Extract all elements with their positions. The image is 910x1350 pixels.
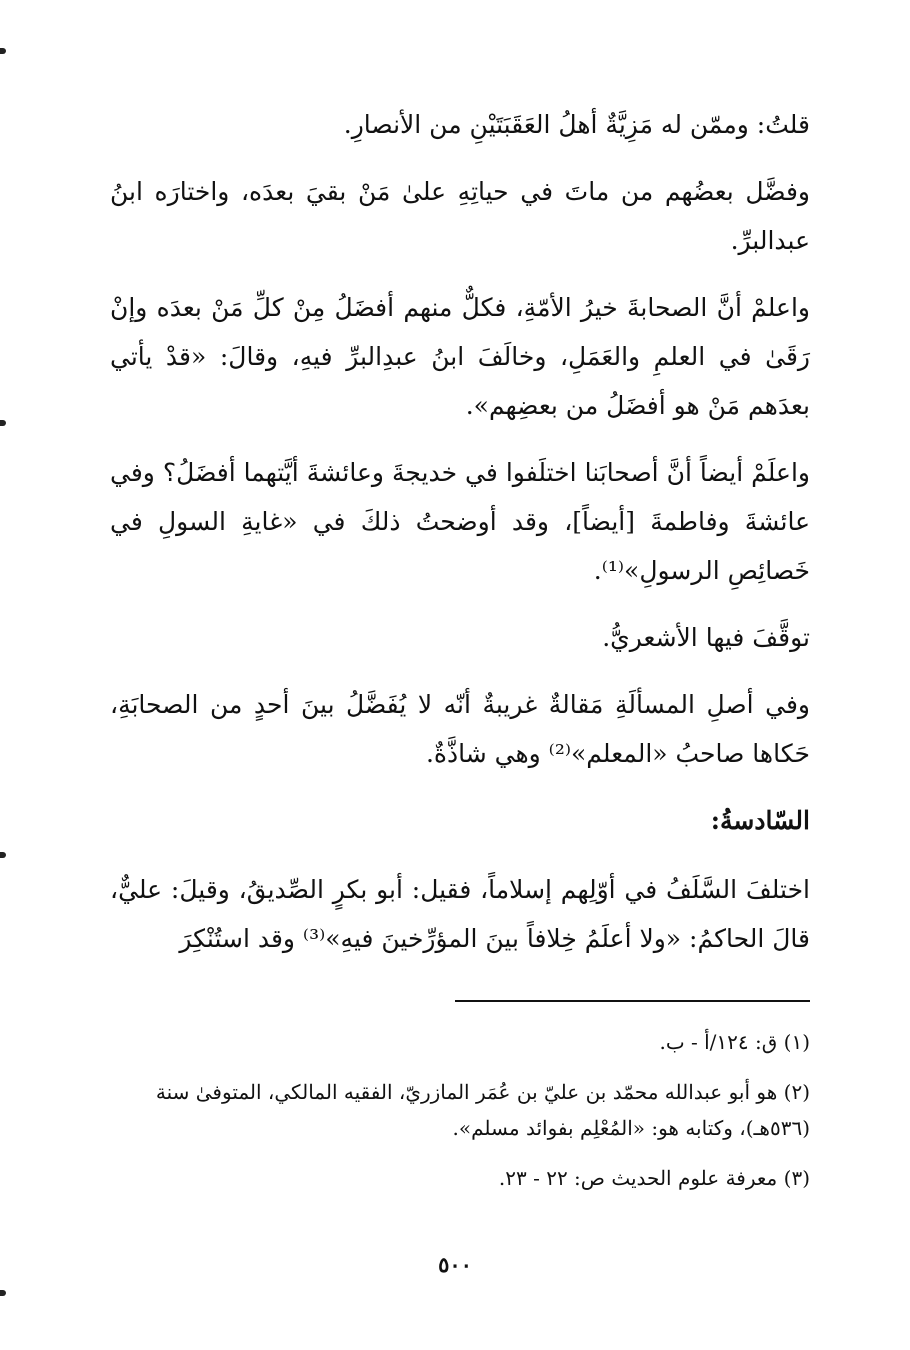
footnote: (١) ق: ١٢٤/أ - ب. [659,1030,810,1054]
scan-edge-mark [0,852,6,858]
footnote: (٣) معرفة علوم الحديث ص: ٢٢ - ٢٣. [498,1166,810,1190]
paragraph: قلتُ: وممّن له مَزِيَّةٌ أهلُ العَقَبَتَيْنِ من الأنصارِ. [343,110,810,139]
scan-edge-mark [0,48,6,54]
paragraph: واعلَمْ أيضاً أنَّ أصحابَنا اختلَفوا في خديجةَ وعائشةَ أيَّتهما أفضَلُ؟ وفي عائشةَ وفاطمةَ [أيضاً]، وقد أوضحتُ ذلكَ في «غايةِ السولِ في خَصائِصِ الرسولِ»⁽¹⁾. [110,458,810,585]
scan-edge-mark [0,420,6,426]
footnote: (٢) هو أبو عبدالله محمّد بن عليّ بن عُمَر المازريّ، الفقيه المالكي، المتوفىٰ سنة (٥٣٦هـ)، وكتابه هو: «المُعْلِم بفوائد مسلم». [155,1080,810,1140]
paragraph: واعلمْ أنَّ الصحابةَ خيرُ الأمّةِ، فكلٌّ منهم أفضَلُ مِنْ كلِّ مَنْ بعدَه وإنْ رَقَىٰ في العلمِ والعَمَلِ، وخالَفَ ابنُ عبدِالبرِّ فيهِ، وقالَ: «قدْ يأتي بعدَهم مَنْ هو أفضَلُ من بعضِهم». [110,293,810,420]
footnote-separator [455,1000,810,1002]
scan-edge-mark [0,1290,6,1296]
section-heading: السّادسةُ: [710,806,810,835]
paragraph: اختلفَ السَّلَفُ في أوّلِهم إسلاماً، فقيل: أبو بكرٍ الصِّديقُ، وقيلَ: عليٌّ، قالَ الحاكمُ: «ولا أعلَمُ خِلافاً بينَ المؤرِّخينَ فيهِ»⁽³⁾ وقد استُنْكِرَ [110,875,810,953]
paragraph: توقَّفَ فيها الأشعريُّ. [602,623,810,652]
footnotes [110,1024,810,1210]
paragraph: وفضَّل بعضُهم من ماتَ في حياتِهِ علىٰ مَنْ بقيَ بعدَه، واختارَه ابنُ عبدالبرِّ. [110,177,810,255]
main-text [110,100,810,981]
paragraph: وفي أصلِ المسألَةِ مَقالةٌ غريبةٌ أنّه لا يُفَضَّلُ بينَ أحدٍ من الصحابَةِ، حَكاها صاحبُ «المعلم»⁽²⁾ وهي شاذَّةٌ. [110,690,810,768]
page-number: ٥٠٠ [438,1252,472,1277]
